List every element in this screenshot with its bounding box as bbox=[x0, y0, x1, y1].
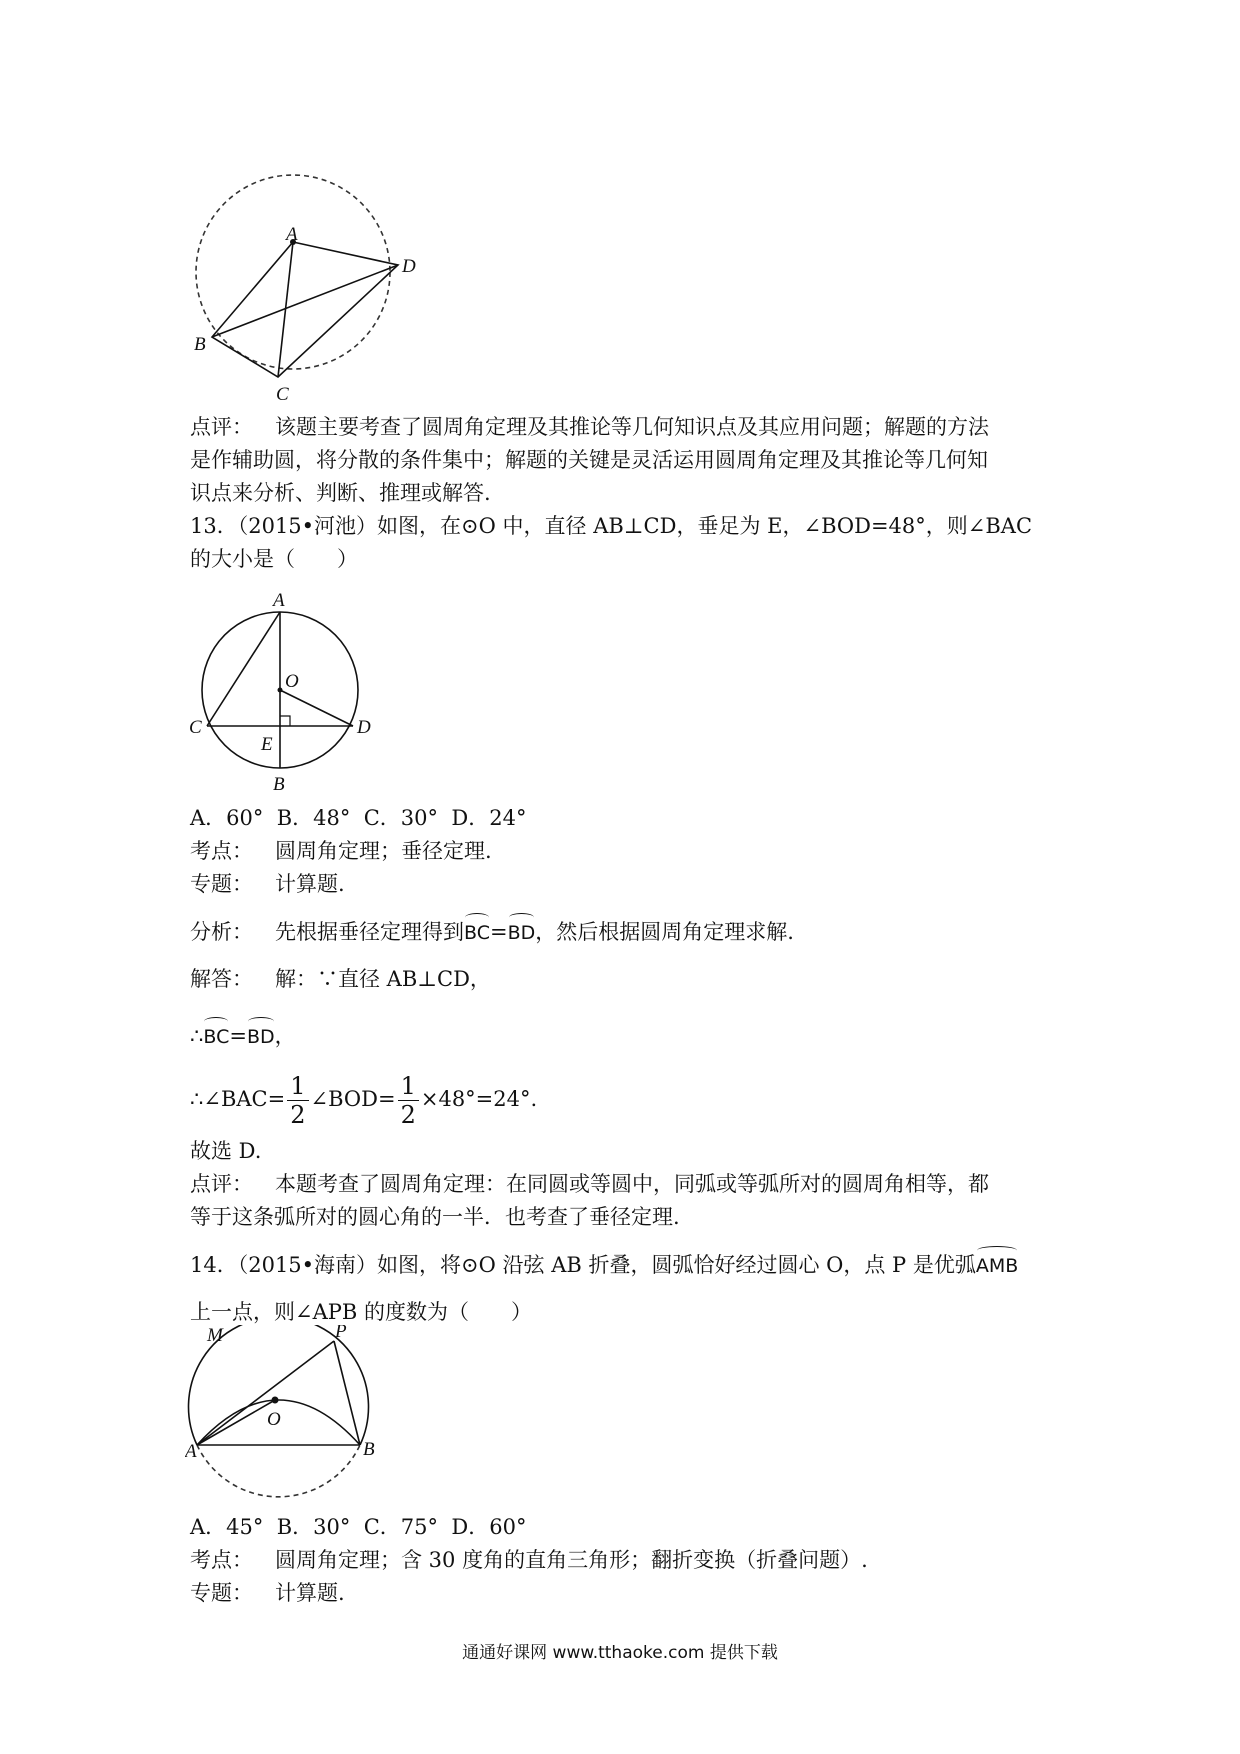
frac-num-2: 1 bbox=[398, 1072, 419, 1101]
fig2-label-a: A bbox=[273, 590, 285, 611]
q13-jieda-label: 解答： bbox=[190, 967, 253, 991]
calc-pre: ∴∠BAC= bbox=[190, 1087, 286, 1111]
q14-kaodian-text: 圆周角定理；含 30 度角的直角三角形；翻折变换（折叠问题）. bbox=[275, 1548, 868, 1572]
fig3-label-p: P bbox=[335, 1325, 347, 1342]
calc-post: ×48°=24°. bbox=[420, 1087, 538, 1111]
q14-zhuanti bbox=[190, 1578, 345, 1608]
page-footer: 通通好课网 www.tthaoke.com 提供下载 bbox=[462, 1643, 778, 1663]
arc-amb: AMB bbox=[976, 1251, 1018, 1281]
fig2-label-b: B bbox=[273, 774, 285, 795]
q13-answer: 故选 D. bbox=[190, 1139, 262, 1163]
q13-kaodian-label: 考点： bbox=[190, 839, 253, 863]
arc-bd-2: BD bbox=[247, 1022, 275, 1052]
fig2-label-e: E bbox=[261, 734, 273, 755]
q13-eq-2: = bbox=[229, 1024, 247, 1048]
arc-bc-2: BC bbox=[203, 1022, 229, 1052]
frac-den-2: 2 bbox=[400, 1101, 416, 1129]
frac-num-1: 1 bbox=[287, 1072, 308, 1101]
q14-kaodian bbox=[190, 1545, 868, 1575]
q13-fenxi-label: 分析： bbox=[190, 920, 253, 944]
q13-eq: = bbox=[489, 920, 508, 944]
q14-options: A．45° B．30° C．75° D．60° bbox=[190, 1515, 527, 1539]
q13-fenxi-post: ，然后根据圆周角定理求解. bbox=[535, 920, 794, 944]
arc-bc: BC bbox=[464, 918, 490, 948]
q13-therefore-line bbox=[190, 1021, 296, 1052]
fraction-half-1 bbox=[287, 1072, 308, 1129]
fig3-label-o: O bbox=[267, 1409, 281, 1430]
q13-stem-line1: 13．（2015•河池）如图，在⊙O 中，直径 AB⊥CD，垂足为 E，∠BOD=48°，则∠BAC bbox=[190, 514, 1033, 538]
fig2-label-d: D bbox=[357, 717, 371, 738]
fig2-label-o: O bbox=[285, 671, 299, 692]
fig3-label-a: A bbox=[185, 1441, 197, 1462]
fig1-label-d: D bbox=[402, 256, 416, 277]
review1-line2: 是作辅助圆，将分散的条件集中；解题的关键是灵活运用圆周角定理及其推论等几何知 bbox=[190, 448, 988, 472]
q13-stem-line2: 的大小是（ ） bbox=[190, 547, 358, 571]
q13-review-text1: 本题考查了圆周角定理：在同圆或等圆中，同弧或等弧所对的圆周角相等，都 bbox=[275, 1172, 989, 1196]
fig1-label-c: C bbox=[276, 384, 289, 405]
review1-text1: 该题主要考查了圆周角定理及其推论等几何知识点及其应用问题；解题的方法 bbox=[275, 415, 989, 439]
q13-review-line2: 等于这条弧所对的圆心角的一半．也考查了垂径定理. bbox=[190, 1205, 680, 1229]
q14-stem-pre: 14．（2015•海南）如图，将⊙O 沿弦 AB 折叠，圆弧恰好经过圆心 O，点 P 是优弧 bbox=[190, 1253, 976, 1277]
q13-review-line1 bbox=[190, 1169, 989, 1199]
q13-zhuanti-label: 专题： bbox=[190, 872, 253, 896]
frac-den-1: 2 bbox=[290, 1101, 306, 1129]
q14-zhuanti-text: 计算题. bbox=[275, 1581, 345, 1605]
figure-q14 bbox=[185, 1325, 385, 1505]
fig2-label-c: C bbox=[189, 717, 202, 738]
q14-kaodian-label: 考点： bbox=[190, 1548, 253, 1572]
q13-comma: ， bbox=[274, 1024, 296, 1048]
q13-review-label: 点评： bbox=[190, 1172, 253, 1196]
review1-line3: 识点来分析、判断、推理或解答. bbox=[190, 481, 491, 505]
figure-q13 bbox=[185, 590, 380, 795]
review1-line1 bbox=[190, 412, 989, 442]
q13-fenxi-pre: 先根据垂径定理得到 bbox=[275, 920, 464, 944]
fig1-label-a: A bbox=[286, 224, 298, 245]
therefore-symbol: ∴ bbox=[190, 1024, 204, 1048]
calc-mid: ∠BOD= bbox=[310, 1087, 396, 1111]
q13-fenxi bbox=[190, 917, 794, 948]
q14-zhuanti-label: 专题： bbox=[190, 1581, 253, 1605]
fig3-label-m: M bbox=[207, 1325, 223, 1346]
figure-circle-quadrilateral bbox=[180, 160, 450, 405]
q13-zhuanti bbox=[190, 869, 345, 899]
q13-calc bbox=[190, 1071, 537, 1129]
q13-kaodian bbox=[190, 836, 492, 866]
q14-stem-line1 bbox=[190, 1250, 1018, 1281]
q13-jieda-text: 解：∵直径 AB⊥CD， bbox=[275, 967, 491, 991]
q13-options: A．60° B．48° C．30° D．24° bbox=[190, 806, 527, 830]
q13-kaodian-text: 圆周角定理；垂径定理. bbox=[275, 839, 492, 863]
fraction-half-2 bbox=[398, 1072, 419, 1129]
arc-bd: BD bbox=[508, 918, 536, 948]
fig3-label-b: B bbox=[363, 1439, 375, 1460]
q14-stem-line2: 上一点，则∠APB 的度数为（ ） bbox=[190, 1300, 532, 1324]
q13-jieda bbox=[190, 964, 491, 994]
q13-zhuanti-text: 计算题. bbox=[275, 872, 345, 896]
fig1-label-b: B bbox=[194, 334, 206, 355]
review1-label: 点评： bbox=[190, 415, 253, 439]
